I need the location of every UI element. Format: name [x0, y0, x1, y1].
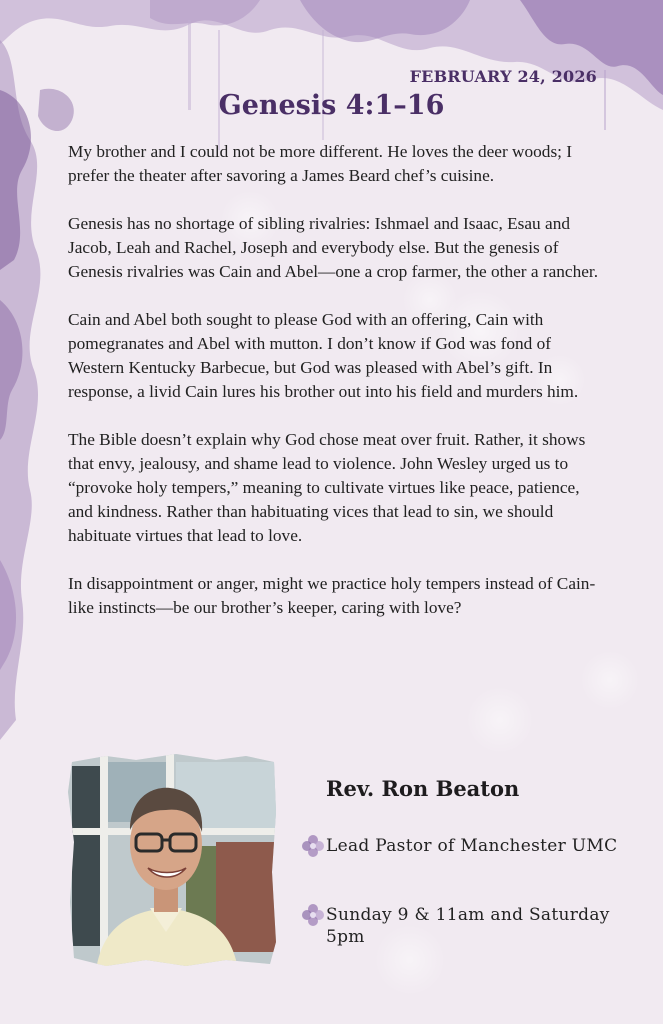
- devotional-body: [68, 140, 608, 644]
- pastor-role: Lead Pastor of Manchester UMC: [326, 836, 618, 856]
- paragraph: In disappointment or anger, might we practice holy tempers instead of Cain-like instincts—be our brother’s keeper, caring with love?: [68, 574, 596, 617]
- date: FEBRUARY 24, 2026: [409, 67, 597, 86]
- pastor-name: Rev. Ron Beaton: [326, 776, 520, 801]
- page-title: Genesis 4:1–16: [218, 90, 445, 121]
- pastor-photo: [66, 752, 278, 970]
- service-times-item: [300, 904, 620, 948]
- service-times: Sunday 9 & 11am and Saturday 5pm: [326, 905, 610, 947]
- paragraph: My brother and I could not be more different. He loves the deer woods; I prefer the theater after savoring a James Beard chef’s cuisine.: [68, 142, 573, 185]
- paragraph: The Bible doesn’t explain why God chose meat over fruit. Rather, it shows that envy, jealousy, and shame lead to violence. John Wesley urged us to “provoke holy tempers,” meaning to cultivate virtues like peace, patience, and kindness. Rather than habituating vices that lead to sin, we should habituate virtues that lead to love.: [68, 430, 586, 545]
- paragraph: Cain and Abel both sought to please God with an offering, Cain with pomegranates and Abel with mutton. I don’t know if God was fond of Western Kentucky Barbecue, but God was pleased with Abel’s gift. In response, a livid Cain lures his brother out into his field and murders him.: [68, 310, 579, 401]
- flower-bullet-icon: [300, 833, 326, 859]
- paragraph: Genesis has no shortage of sibling rivalries: Ishmael and Isaac, Esau and Jacob, Leah and Rachel, Joseph and everybody else. But the genesis of Genesis rivalries was Cain and Abel—one a crop farmer, the other a rancher.: [68, 214, 599, 281]
- flower-bullet-icon: [300, 902, 326, 928]
- pastor-role-item: [300, 835, 620, 859]
